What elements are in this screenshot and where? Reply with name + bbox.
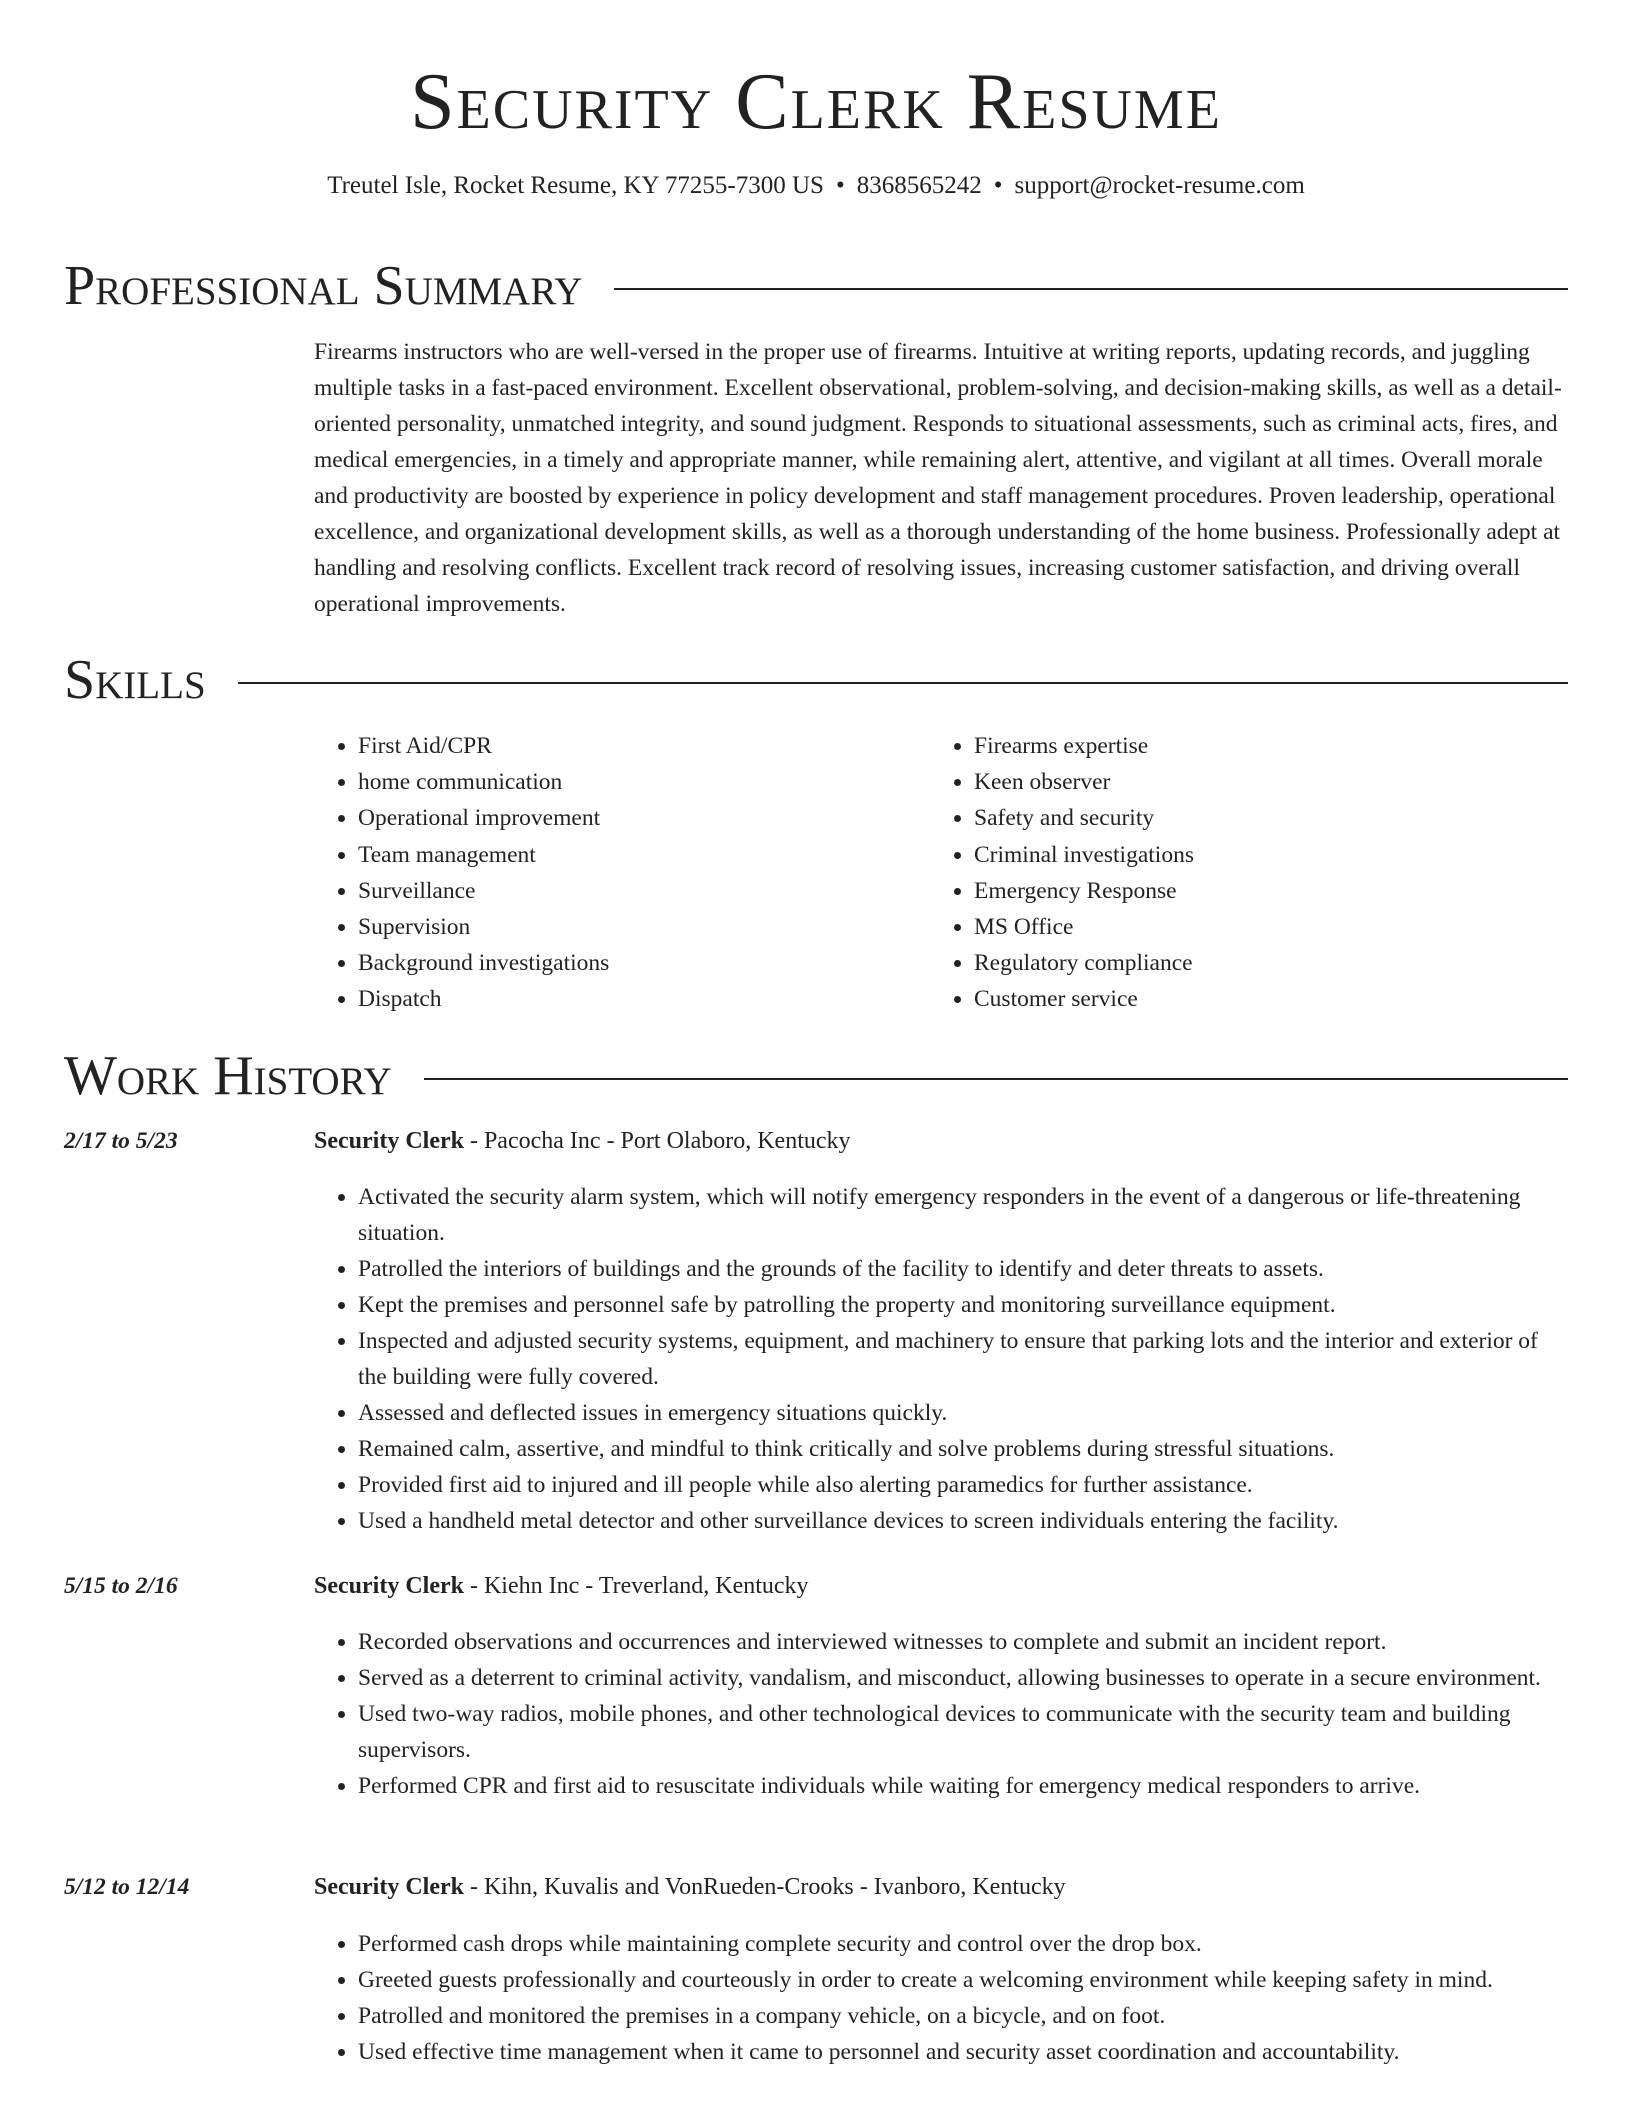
skill-item: • MS Office xyxy=(974,909,1568,945)
job-employer-location: - Kiehn Inc - Treverland, Kentucky xyxy=(463,1573,809,1599)
job-title: Security Clerk xyxy=(314,1128,464,1154)
skills-section-header xyxy=(64,649,1568,711)
job-dates: 2/17 to 5/23 xyxy=(64,1128,178,1154)
summary-heading: Professional Summary xyxy=(64,255,583,317)
skill-item: • Criminal investigations xyxy=(974,837,1568,873)
job-bullet: • Patrolled the interiors of buildings and the grounds of the facility to identify and deter threats to assets. xyxy=(358,1251,1568,1287)
skill-item: • Firearms expertise xyxy=(974,728,1568,764)
job-heading xyxy=(314,1128,851,1155)
contact-line xyxy=(0,172,1632,200)
skill-item: • Background investigations xyxy=(358,945,930,981)
job-title: Security Clerk xyxy=(314,1573,464,1599)
summary-text: Firearms instructors who are well-versed in the proper use of firearms. Intuitive at writing reports, updating records, and juggling multiple tasks in a fast-paced environment. Excellent observational, problem-solving, and decision-making skills, as well as a detail-oriented personality, unmatched integrity, and sound judgment. Responds to situational assessments, such as criminal acts, fires, and medical emergencies, in a timely and appropriate manner, while remaining alert, attentive, and vigilant at all times. Overall morale and productivity are boosted by experience in policy development and staff management procedures. Proven leadership, operational excellence, and organizational development skills, as well as a thorough understanding of the home business. Professionally adept at handling and resolving conflicts. Excellent track record of resolving issues, increasing customer satisfaction, and driving overall operational improvements. xyxy=(314,339,1562,617)
job-bullet: • Kept the premises and personnel safe by patrolling the property and monitoring surveillance equipment. xyxy=(358,1287,1568,1323)
skills-list xyxy=(314,728,1568,1018)
skill-item: • Dispatch xyxy=(358,981,930,1017)
job-heading xyxy=(314,1874,1066,1901)
job-bullet-list xyxy=(314,1179,1568,1539)
contact-separator: • xyxy=(835,172,845,199)
job-bullet-list xyxy=(314,1624,1568,1804)
skill-item: • home communication xyxy=(358,764,930,800)
skills-column-right xyxy=(930,728,1568,1018)
skills-column-left xyxy=(314,728,930,1018)
skill-item: • Safety and security xyxy=(974,800,1568,836)
job-bullet: • Performed cash drops while maintaining complete security and control over the drop box. xyxy=(358,1926,1568,1962)
job-employer-location: - Kihn, Kuvalis and VonRueden-Crooks - Ivanboro, Kentucky xyxy=(463,1874,1066,1900)
job-bullet: • Provided first aid to injured and ill people while also alerting paramedics for further assistance. xyxy=(358,1467,1568,1503)
job-heading xyxy=(314,1573,809,1600)
job-bullet: • Served as a deterrent to criminal activity, vandalism, and misconduct, allowing businesses to operate in a secure environment. xyxy=(358,1660,1568,1696)
skills-heading: Skills xyxy=(64,649,206,711)
skill-item: • Customer service xyxy=(974,981,1568,1017)
job-bullet: • Assessed and deflected issues in emergency situations quickly. xyxy=(358,1395,1568,1431)
section-divider xyxy=(238,682,1568,684)
contact-separator: • xyxy=(993,172,1003,199)
job-bullet: • Inspected and adjusted security systems, equipment, and machinery to ensure that parking lots and the interior and exterior of the building were fully covered. xyxy=(358,1323,1568,1395)
skill-item: • Surveillance xyxy=(358,873,930,909)
job-bullet: • Used a handheld metal detector and other surveillance devices to screen individuals entering the facility. xyxy=(358,1503,1568,1539)
skill-item: • Emergency Response xyxy=(974,873,1568,909)
job-dates: 5/15 to 2/16 xyxy=(64,1573,178,1599)
job-employer-location: - Pacocha Inc - Port Olaboro, Kentucky xyxy=(463,1128,851,1154)
job-dates: 5/12 to 12/14 xyxy=(64,1874,190,1900)
job-bullet: • Activated the security alarm system, which will notify emergency responders in the event of a dangerous or life-threatening situation. xyxy=(358,1179,1568,1251)
contact-address: Treutel Isle, Rocket Resume, KY 77255-7300 US xyxy=(327,172,824,199)
skill-item: • Keen observer xyxy=(974,764,1568,800)
job-title: Security Clerk xyxy=(314,1874,464,1900)
skill-item: • First Aid/CPR xyxy=(358,728,930,764)
resume-title: Security Clerk Resume xyxy=(410,58,1222,146)
work-section-header xyxy=(64,1045,1568,1107)
job-bullet: • Greeted guests professionally and courteously in order to create a welcoming environment while keeping safety in mind. xyxy=(358,1962,1568,1998)
skill-item: • Operational improvement xyxy=(358,800,930,836)
job-bullet: • Performed CPR and first aid to resuscitate individuals while waiting for emergency medical responders to arrive. xyxy=(358,1768,1568,1804)
skill-item: • Regulatory compliance xyxy=(974,945,1568,981)
section-divider xyxy=(424,1078,1568,1080)
section-divider xyxy=(614,288,1568,290)
job-bullet: • Recorded observations and occurrences and interviewed witnesses to complete and submit an incident report. xyxy=(358,1624,1568,1660)
job-bullet: • Used two-way radios, mobile phones, and other technological devices to communicate with the security team and building supervisors. xyxy=(358,1696,1568,1768)
job-bullet: • Remained calm, assertive, and mindful to think critically and solve problems during stressful situations. xyxy=(358,1431,1568,1467)
summary-section-header xyxy=(64,255,1568,317)
contact-phone: 8368565242 xyxy=(856,172,982,199)
job-bullet: • Patrolled and monitored the premises in a company vehicle, on a bicycle, and on foot. xyxy=(358,1998,1568,2034)
contact-email: support@rocket-resume.com xyxy=(1014,172,1305,199)
skill-item: • Supervision xyxy=(358,909,930,945)
skill-item: • Team management xyxy=(358,837,930,873)
work-heading: Work History xyxy=(64,1045,392,1107)
job-bullet-list xyxy=(314,1926,1568,2070)
job-bullet: • Used effective time management when it came to personnel and security asset coordination and accountability. xyxy=(358,2034,1568,2070)
